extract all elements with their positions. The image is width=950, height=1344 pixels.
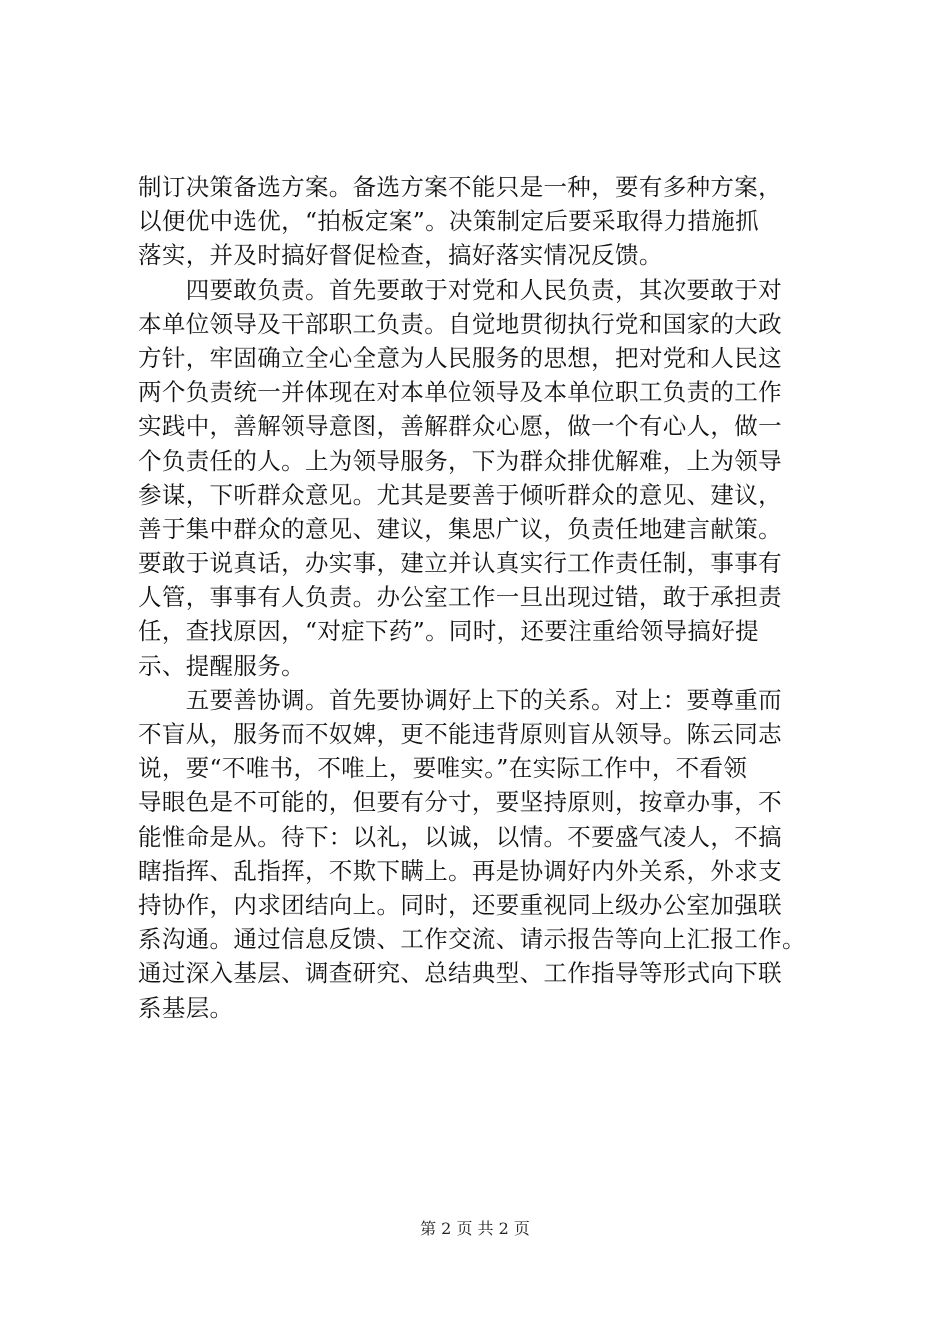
text-line: 两个负责统一并体现在对本单位领导及本单位职工负责的工作 [138, 378, 782, 407]
text-line: 参谋，下听群众意见。尤其是要善于倾听群众的意见、建议， [138, 480, 782, 509]
text-line: 说，要“不唯书，不唯上，要唯实。”在实际工作中，不看领 [138, 754, 748, 783]
text-line: 要敢于说真话，办实事，建立并认真实行工作责任制，事事有 [138, 549, 782, 578]
text-line: 四要敢负责。首先要敢于对党和人民负责，其次要敢于对 [138, 275, 782, 304]
text-line: 实践中，善解领导意图，善解群众心愿，做一个有心人，做一 [138, 412, 782, 441]
text-line: 任，查找原因，“对症下药”。同时，还要注重给领导搞好提 [138, 617, 759, 646]
text-line: 善于集中群众的意见、建议，集思广议，负责任地建言献策。 [138, 514, 782, 543]
text-line: 导眼色是不可能的，但要有分寸，要坚持原则，按章办事，不 [138, 788, 782, 817]
body-text [138, 170, 838, 1025]
text-line: 不盲从，服务而不奴婢，更不能违背原则盲从领导。陈云同志 [138, 720, 782, 748]
text-line: 五要善协调。首先要协调好上下的关系。对上：要尊重而 [138, 685, 782, 714]
text-line: 人管，事事有人负责。办公室工作一旦出现过错，敢于承担责 [138, 583, 782, 612]
text-line: 示、提醒服务。 [138, 651, 305, 680]
page-number: 第 2 页 共 2 页 [420, 1219, 530, 1238]
text-line: 持协作，内求团结向上。同时，还要重视同上级办公室加强联 [138, 890, 782, 919]
text-line: 方针，牢固确立全心全意为人民服务的思想，把对党和人民这 [138, 343, 782, 372]
text-line: 通过深入基层、调查研究、总结典型、工作指导等形式向下联 [138, 959, 782, 988]
text-line: 以便优中选优，“拍板定案”。决策制定后要采取得力措施抓 [138, 207, 759, 236]
text-line: 制订决策备选方案。备选方案不能只是一种，要有多种方案， [138, 173, 782, 201]
text-line: 能惟命是从。待下：以礼，以诚，以情。不要盛气凌人，不搞 [138, 822, 782, 851]
text-line: 个负责任的人。上为领导服务，下为群众排优解难，上为领导 [138, 446, 782, 475]
text-line: 瞎指挥、乱指挥，不欺下瞒上。再是协调好内外关系，外求支 [138, 856, 782, 885]
text-line: 本单位领导及干部职工负责。自觉地贯彻执行党和国家的大政 [138, 309, 782, 338]
text-line: 系基层。 [138, 993, 234, 1022]
text-line: 系沟通。通过信息反馈、工作交流、请示报告等向上汇报工作。 [138, 925, 806, 954]
page-footer [0, 1216, 950, 1239]
text-line: 落实，并及时搞好督促检查，搞好落实情况反馈。 [138, 241, 663, 270]
